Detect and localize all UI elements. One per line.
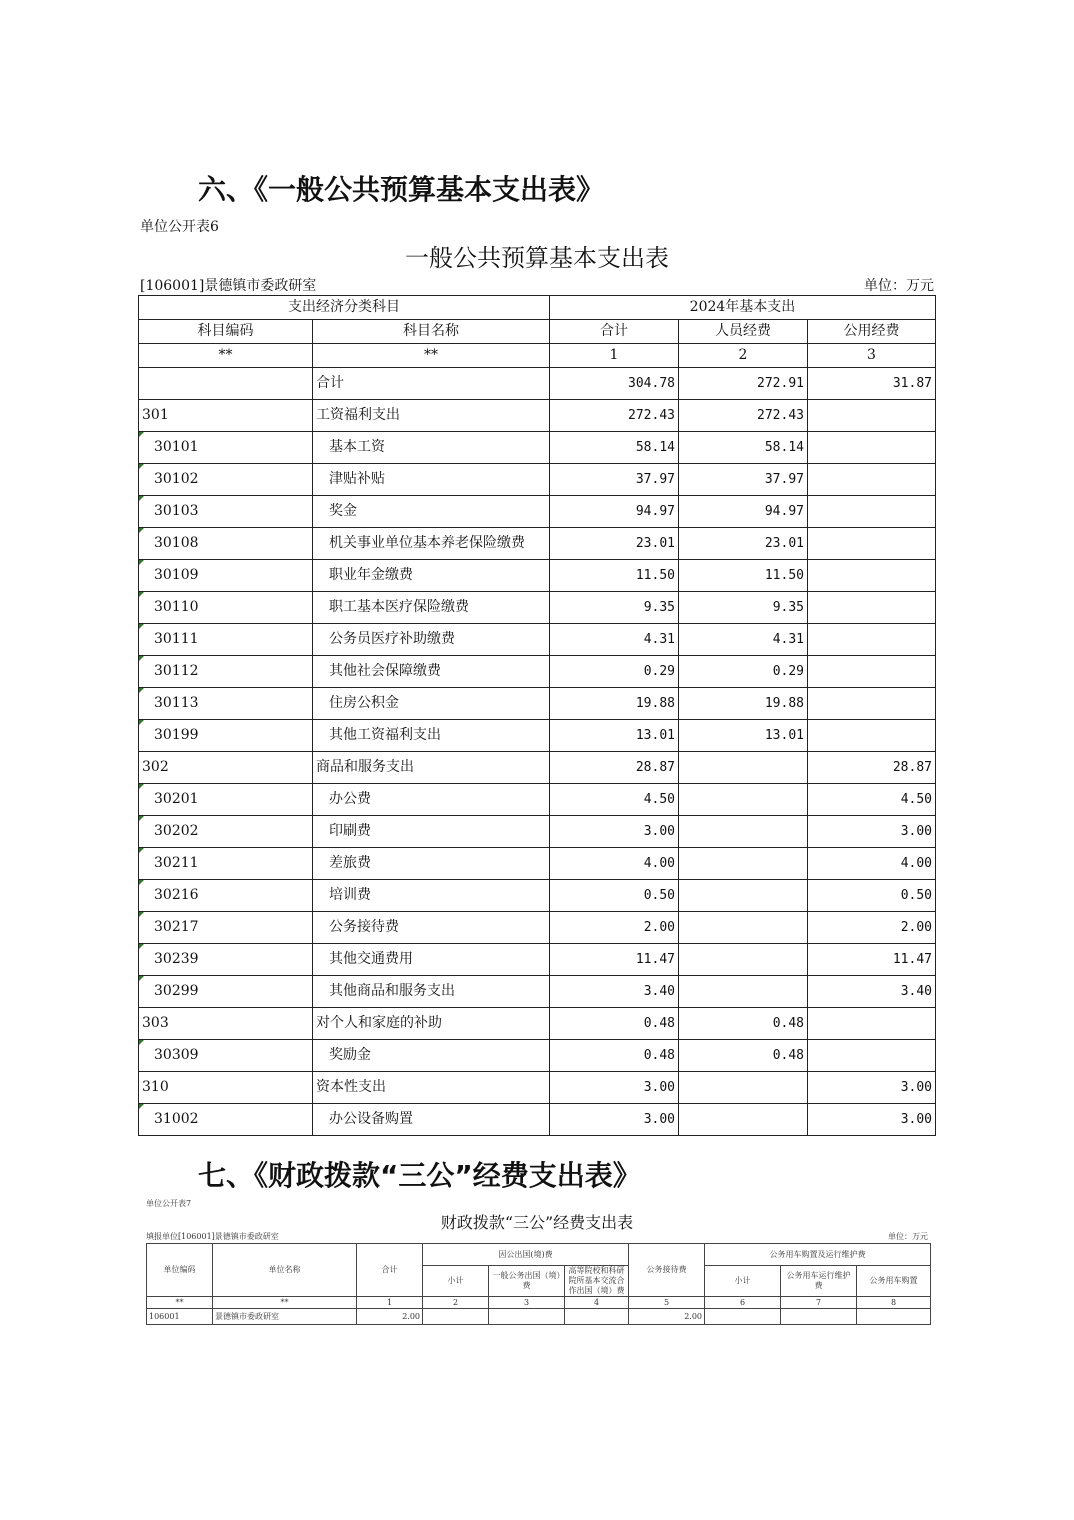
table-row — [139, 816, 936, 848]
row-personnel — [679, 1104, 808, 1136]
t2-index: 8 — [857, 1297, 931, 1309]
t2-header-unit-code: 单位编码 — [147, 1244, 213, 1297]
row-total: 3.00 — [550, 1072, 679, 1104]
row-public — [808, 1008, 936, 1040]
table-row — [139, 720, 936, 752]
row-name: 其他商品和服务支出 — [313, 976, 550, 1008]
row-name: 商品和服务支出 — [313, 752, 550, 784]
header-row-columns — [139, 320, 936, 344]
row-total: 58.14 — [550, 432, 679, 464]
row-code: 30110 — [139, 592, 313, 624]
row-public — [808, 688, 936, 720]
row-public — [808, 432, 936, 464]
row-public: 0.50 — [808, 880, 936, 912]
row-personnel — [679, 976, 808, 1008]
row-total: 304.78 — [550, 368, 679, 400]
row-total: 272.43 — [550, 400, 679, 432]
t2-header-abroad-general: 一般公务出国（境）费 — [489, 1266, 565, 1297]
row-code: 30111 — [139, 624, 313, 656]
t2-cell-reception: 2.00 — [629, 1309, 705, 1325]
table-row — [139, 976, 936, 1008]
table-row — [139, 784, 936, 816]
t2-header-vehicle-subtotal: 小计 — [705, 1266, 781, 1297]
row-public — [808, 528, 936, 560]
row-personnel: 58.14 — [679, 432, 808, 464]
row-code: 30309 — [139, 1040, 313, 1072]
row-public — [808, 624, 936, 656]
header-row-group — [139, 296, 936, 320]
row-personnel — [679, 816, 808, 848]
t2-cell-total: 2.00 — [357, 1309, 423, 1325]
t2-header-abroad-group: 因公出国(境)费 — [423, 1244, 629, 1266]
t2-index: 2 — [423, 1297, 489, 1309]
header-row-index — [139, 344, 936, 368]
row-code: 30112 — [139, 656, 313, 688]
row-total: 0.48 — [550, 1008, 679, 1040]
t2-cell-abroad-subtotal — [423, 1309, 489, 1325]
table-row — [139, 432, 936, 464]
index-3: 3 — [808, 344, 936, 368]
t2-index: 3 — [489, 1297, 565, 1309]
row-personnel: 4.31 — [679, 624, 808, 656]
section7-heading: 七、《财政拨款“三公”经费支出表》 — [198, 1159, 641, 1192]
row-public: 2.00 — [808, 912, 936, 944]
row-code: 30211 — [139, 848, 313, 880]
row-name: 培训费 — [313, 880, 550, 912]
row-code: 303 — [139, 1008, 313, 1040]
row-name: 津贴补贴 — [313, 464, 550, 496]
table-row — [139, 496, 936, 528]
table-row — [139, 1104, 936, 1136]
section6-table-number: 单位公开表6 — [140, 219, 219, 235]
three-public-expenses-table — [146, 1243, 931, 1325]
row-total: 3.00 — [550, 816, 679, 848]
row-code: 30201 — [139, 784, 313, 816]
row-name: 住房公积金 — [313, 688, 550, 720]
row-personnel: 9.35 — [679, 592, 808, 624]
row-personnel: 13.01 — [679, 720, 808, 752]
row-personnel: 0.48 — [679, 1008, 808, 1040]
row-total: 11.50 — [550, 560, 679, 592]
row-name: 职工基本医疗保险缴费 — [313, 592, 550, 624]
row-total: 2.00 — [550, 912, 679, 944]
row-total: 13.01 — [550, 720, 679, 752]
row-code: 30202 — [139, 816, 313, 848]
row-public — [808, 720, 936, 752]
table-row — [139, 1008, 936, 1040]
t2-index-row — [147, 1297, 931, 1309]
t2-index: 1 — [357, 1297, 423, 1309]
row-public: 3.40 — [808, 976, 936, 1008]
row-public: 3.00 — [808, 1104, 936, 1136]
section6-table-title: 一般公共预算基本支出表 — [405, 244, 669, 272]
row-personnel — [679, 880, 808, 912]
row-code: 30103 — [139, 496, 313, 528]
table-row — [139, 912, 936, 944]
row-personnel — [679, 752, 808, 784]
row-name: 其他交通费用 — [313, 944, 550, 976]
table-row — [139, 848, 936, 880]
t2-cell-vehicle-operation — [781, 1309, 857, 1325]
section6-heading: 六、《一般公共预算基本支出表》 — [198, 173, 605, 206]
section6-unit-name: [106001]景德镇市委政研室 — [140, 278, 317, 294]
row-name: 基本工资 — [313, 432, 550, 464]
row-name: 合计 — [313, 368, 550, 400]
index-2: 2 — [679, 344, 808, 368]
table-row — [139, 560, 936, 592]
header-total: 合计 — [550, 320, 679, 344]
row-code: 30239 — [139, 944, 313, 976]
row-personnel — [679, 944, 808, 976]
section7-unit-label: 单位：万元 — [888, 1232, 928, 1241]
row-public: 31.87 — [808, 368, 936, 400]
row-public: 4.50 — [808, 784, 936, 816]
t2-cell-abroad-research — [565, 1309, 629, 1325]
t2-cell-code: 106001 — [147, 1309, 213, 1325]
row-code: 30109 — [139, 560, 313, 592]
row-code: 30101 — [139, 432, 313, 464]
t2-data-row — [147, 1309, 931, 1325]
header-personnel: 人员经费 — [679, 320, 808, 344]
row-code: 30113 — [139, 688, 313, 720]
t2-header-reception: 公务接待费 — [629, 1244, 705, 1297]
row-public: 28.87 — [808, 752, 936, 784]
index-code: ** — [139, 344, 313, 368]
t2-cell-vehicle-purchase — [857, 1309, 931, 1325]
table-row — [139, 464, 936, 496]
table-row — [139, 1072, 936, 1104]
header-name: 科目名称 — [313, 320, 550, 344]
row-personnel — [679, 1072, 808, 1104]
row-total: 94.97 — [550, 496, 679, 528]
table-row — [139, 528, 936, 560]
t2-header-total: 合计 — [357, 1244, 423, 1297]
row-total: 4.50 — [550, 784, 679, 816]
t2-index: ** — [213, 1297, 357, 1309]
row-name: 其他社会保障缴费 — [313, 656, 550, 688]
t2-header-vehicle-purchase: 公务用车购置 — [857, 1266, 931, 1297]
t2-cell-abroad-general — [489, 1309, 565, 1325]
row-code: 30108 — [139, 528, 313, 560]
row-name: 办公费 — [313, 784, 550, 816]
row-name: 印刷费 — [313, 816, 550, 848]
row-public: 11.47 — [808, 944, 936, 976]
t2-header-unit-name: 单位名称 — [213, 1244, 357, 1297]
row-code: 310 — [139, 1072, 313, 1104]
t2-index: 7 — [781, 1297, 857, 1309]
row-code: 30102 — [139, 464, 313, 496]
row-public — [808, 592, 936, 624]
table-row — [139, 1040, 936, 1072]
row-total: 4.00 — [550, 848, 679, 880]
row-personnel: 272.43 — [679, 400, 808, 432]
section6-unit-label: 单位：万元 — [864, 278, 934, 294]
section7-table-number: 单位公开表7 — [146, 1199, 192, 1208]
row-code: 301 — [139, 400, 313, 432]
row-code: 30216 — [139, 880, 313, 912]
row-code — [139, 368, 313, 400]
row-public — [808, 400, 936, 432]
header-code: 科目编码 — [139, 320, 313, 344]
row-total: 3.00 — [550, 1104, 679, 1136]
row-name: 对个人和家庭的补助 — [313, 1008, 550, 1040]
row-personnel: 0.29 — [679, 656, 808, 688]
row-name: 奖金 — [313, 496, 550, 528]
row-name: 办公设备购置 — [313, 1104, 550, 1136]
row-personnel — [679, 912, 808, 944]
row-public: 4.00 — [808, 848, 936, 880]
row-total: 37.97 — [550, 464, 679, 496]
row-total: 23.01 — [550, 528, 679, 560]
row-total: 9.35 — [550, 592, 679, 624]
row-public — [808, 496, 936, 528]
section7-unit-name: 填报单位[106001]景德镇市委政研室 — [146, 1232, 279, 1241]
t2-header-row-1 — [147, 1244, 931, 1266]
row-code: 30199 — [139, 720, 313, 752]
row-personnel: 94.97 — [679, 496, 808, 528]
row-personnel — [679, 848, 808, 880]
row-public: 3.00 — [808, 1072, 936, 1104]
row-name: 差旅费 — [313, 848, 550, 880]
header-public: 公用经费 — [808, 320, 936, 344]
table-row — [139, 688, 936, 720]
row-code: 30299 — [139, 976, 313, 1008]
row-name: 机关事业单位基本养老保险缴费 — [313, 528, 550, 560]
row-personnel: 0.48 — [679, 1040, 808, 1072]
row-name: 公务接待费 — [313, 912, 550, 944]
row-total: 11.47 — [550, 944, 679, 976]
section7-table-title: 财政拨款“三公”经费支出表 — [440, 1213, 634, 1232]
row-public — [808, 464, 936, 496]
row-total: 4.31 — [550, 624, 679, 656]
row-total: 28.87 — [550, 752, 679, 784]
row-personnel — [679, 784, 808, 816]
t2-index: 6 — [705, 1297, 781, 1309]
table-row — [139, 656, 936, 688]
row-total: 3.40 — [550, 976, 679, 1008]
table-row — [139, 880, 936, 912]
row-personnel: 11.50 — [679, 560, 808, 592]
table-row — [139, 752, 936, 784]
row-code: 31002 — [139, 1104, 313, 1136]
table-row — [139, 624, 936, 656]
row-public: 3.00 — [808, 816, 936, 848]
row-public — [808, 1040, 936, 1072]
row-name: 职业年金缴费 — [313, 560, 550, 592]
row-public — [808, 656, 936, 688]
row-name: 奖励金 — [313, 1040, 550, 1072]
row-personnel: 37.97 — [679, 464, 808, 496]
t2-header-abroad-research: 高等院校和科研院所基本交流合作出国（境）费 — [565, 1266, 629, 1297]
t2-header-vehicle-group: 公务用车购置及运行维护费 — [705, 1244, 931, 1266]
row-code: 302 — [139, 752, 313, 784]
row-total: 0.48 — [550, 1040, 679, 1072]
t2-index: 5 — [629, 1297, 705, 1309]
t2-cell-vehicle-subtotal — [705, 1309, 781, 1325]
table-row — [139, 592, 936, 624]
t2-index: 4 — [565, 1297, 629, 1309]
row-personnel: 19.88 — [679, 688, 808, 720]
t2-header-abroad-subtotal: 小计 — [423, 1266, 489, 1297]
index-name: ** — [313, 344, 550, 368]
row-name: 工资福利支出 — [313, 400, 550, 432]
row-name: 公务员医疗补助缴费 — [313, 624, 550, 656]
row-code: 30217 — [139, 912, 313, 944]
basic-expenditure-table — [138, 295, 936, 1136]
t2-header-vehicle-operation: 公务用车运行维护费 — [781, 1266, 857, 1297]
row-name: 资本性支出 — [313, 1072, 550, 1104]
index-1: 1 — [550, 344, 679, 368]
table-row — [139, 368, 936, 400]
row-personnel: 23.01 — [679, 528, 808, 560]
t2-cell-name: 景德镇市委政研室 — [213, 1309, 357, 1325]
row-personnel: 272.91 — [679, 368, 808, 400]
table-row — [139, 400, 936, 432]
row-total: 19.88 — [550, 688, 679, 720]
row-name: 其他工资福利支出 — [313, 720, 550, 752]
t2-index: ** — [147, 1297, 213, 1309]
row-total: 0.50 — [550, 880, 679, 912]
table-row — [139, 944, 936, 976]
header-group-right: 2024年基本支出 — [550, 296, 936, 320]
row-total: 0.29 — [550, 656, 679, 688]
header-group-left: 支出经济分类科目 — [139, 296, 550, 320]
row-public — [808, 560, 936, 592]
